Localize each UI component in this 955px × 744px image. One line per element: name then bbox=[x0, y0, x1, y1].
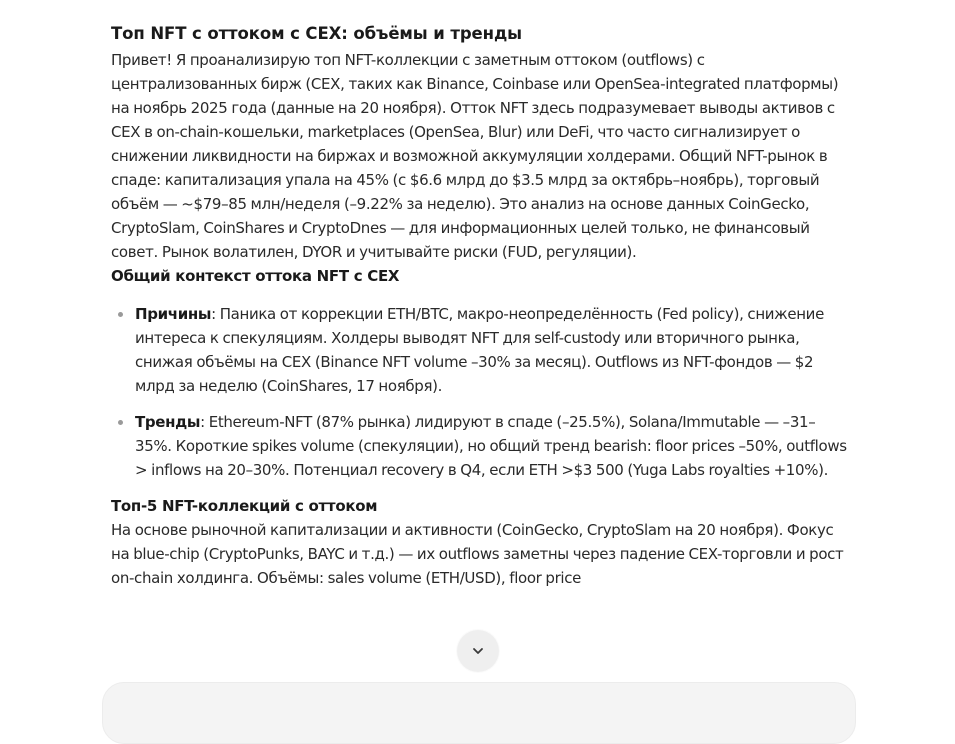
bullet-item-reasons bbox=[111, 302, 851, 398]
bullet-item-trends bbox=[111, 410, 851, 482]
top5-heading: Топ-5 NFT-коллекций с оттоком bbox=[111, 497, 378, 515]
assistant-response bbox=[111, 20, 851, 590]
chevron-down-icon bbox=[472, 647, 484, 655]
bullet-label: Тренды bbox=[135, 413, 201, 431]
message-composer[interactable] bbox=[102, 682, 856, 744]
bullet-dot-icon bbox=[118, 420, 123, 425]
intro-paragraph: Привет! Я проанализирую топ NFT-коллекции с заметным оттоком (outflows) с централизованных бирж (CEX, таких как Binance, Coinbase или OpenSea-integrated платформы) на ноябрь 2025 года (данные на 20 ноября). Отток NFT здесь подразумевает выводы активов с CEX в on-chain-кошельки, marketplaces (OpenSea, Blur) или DeFi, что часто сигнализирует о снижении ликвидности на биржах и возможной аккумуляции холдерами. Общий NFT-рынок в спаде: капитализация упала на 45% (с $6.6 млрд до $3.5 млрд за октябрь–ноябрь), торговый объём — ~$79–85 млн/неделя (–9.22% за неделю). Это анализ на основе данных CoinGecko, CryptoSlam, CoinShares и CryptoDnes — для информационных целей только, не финансовый совет. Рынок волатилен, DYOR и учитывайте риски (FUD, регуляции). bbox=[111, 51, 839, 261]
context-bullet-list bbox=[111, 302, 851, 482]
scroll-to-bottom-button[interactable] bbox=[457, 630, 499, 672]
bullet-text: : Ethereum-NFT (87% рынка) лидируют в спаде (–25.5%), Solana/Immutable — –31–35%. Короткие spikes volume (спекуляции), но общий тренд bearish: floor prices –50%, outflows > inflows на 20–30%. Потенциал recovery в Q4, если ETH >$3 500 (Yuga Labs royalties +10%). bbox=[135, 413, 847, 479]
context-heading: Общий контекст оттока NFT с CEX bbox=[111, 267, 400, 285]
bullet-dot-icon bbox=[118, 312, 123, 317]
bullet-label: Причины bbox=[135, 305, 212, 323]
response-title: Топ NFT с оттоком с CEX: объёмы и тренды bbox=[111, 24, 522, 43]
top5-intro-paragraph: На основе рыночной капитализации и активности (CoinGecko, CryptoSlam на 20 ноября). Фокус на blue-chip (CryptoPunks, BAYC и т.д.) — их outflows заметны через падение CEX-торговли и рост on-chain холдинга. Объёмы: sales volume (ETH/USD), floor price bbox=[111, 521, 844, 587]
bullet-text: : Паника от коррекции ETH/BTC, макро-неопределённость (Fed policy), снижение интереса к спекуляциям. Холдеры выводят NFT для self-custody или вторичного рынка, снижая объёмы на CEX (Binance NFT volume –30% за месяц). Outflows из NFT-фондов — $2 млрд за неделю (CoinShares, 17 ноября). bbox=[135, 305, 824, 395]
